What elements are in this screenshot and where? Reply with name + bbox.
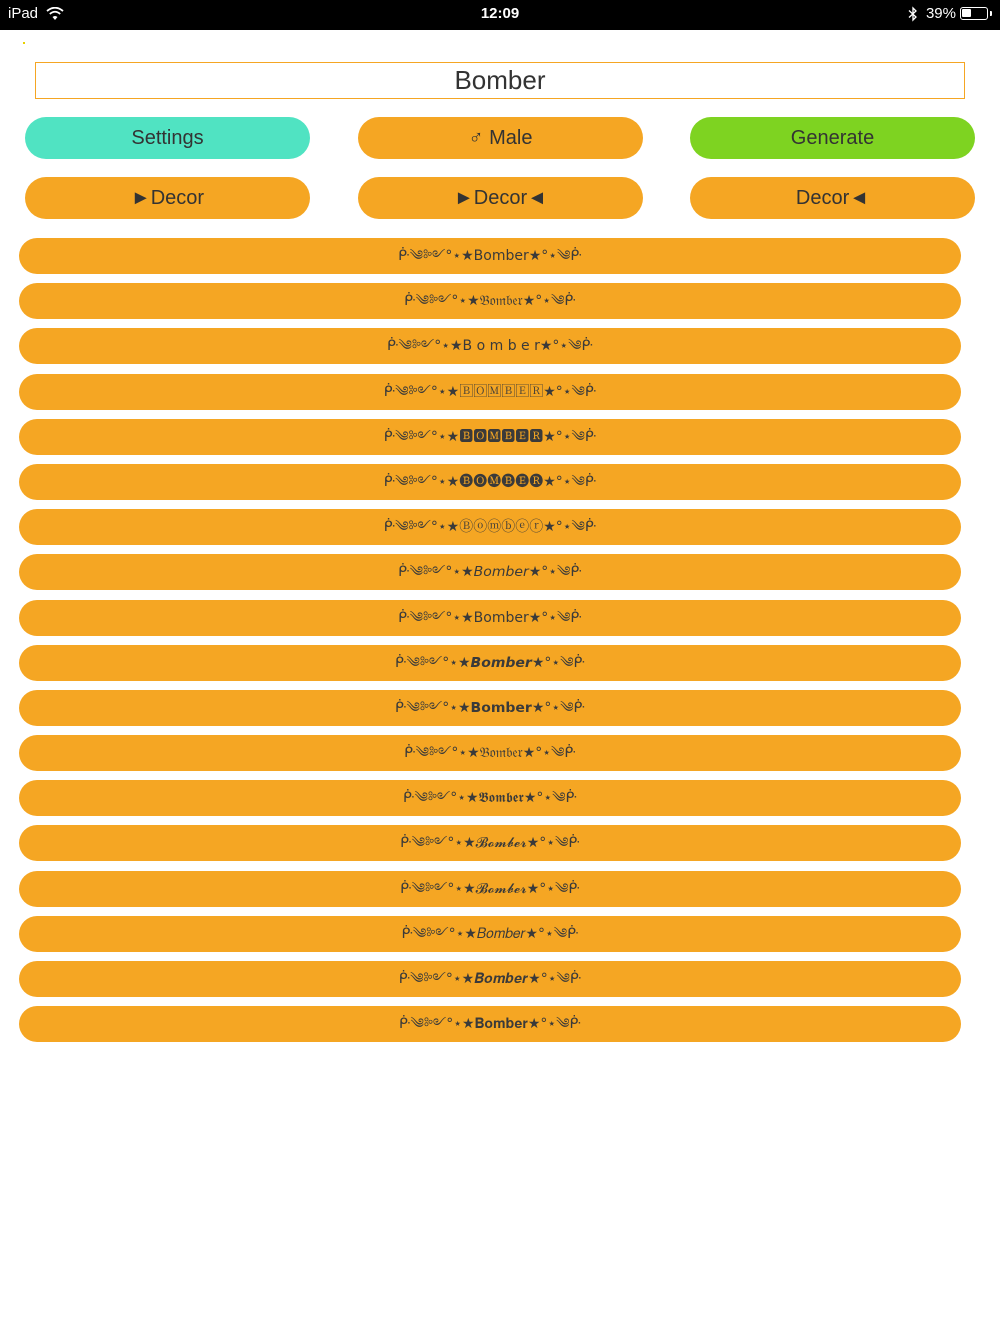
bluetooth-icon <box>908 6 918 22</box>
decor-both-button[interactable]: ►Decor◄ <box>358 177 643 219</box>
result-item[interactable]: ᑹ༄༻°⋆★🄱🄾🄼🄱🄴🅁★°⋆༄ᑹ <box>19 374 961 410</box>
result-item[interactable]: ᑹ༄༻°⋆★B o m b e r★°⋆༄ᑹ <box>19 328 961 364</box>
decor-right-button[interactable]: Decor◄ <box>690 177 975 219</box>
result-item[interactable]: ᑹ༄༻°⋆★𝘉𝘰𝘮𝘣𝘦𝘳★°⋆༄ᑹ <box>19 554 961 590</box>
battery-level <box>962 9 971 17</box>
result-item[interactable]: ᑹ༄༻°⋆★Bomber★°⋆༄ᑹ <box>19 238 961 274</box>
name-input[interactable] <box>35 62 965 99</box>
status-time: 12:09 <box>480 5 520 22</box>
result-item[interactable]: ᑹ༄༻°⋆★𝓑𝓸𝓶𝓫𝓮𝓻★°⋆༄ᑹ <box>19 825 961 861</box>
result-item[interactable]: ᑹ༄༻°⋆★𝐵𝑜𝑚𝑏𝑒𝑟★°⋆༄ᑹ <box>19 916 961 952</box>
result-item[interactable]: ᑹ༄༻°⋆★𝘽𝙤𝙢𝙗𝙚𝙧★°⋆༄ᑹ <box>19 645 961 681</box>
settings-button[interactable]: Settings <box>25 117 310 159</box>
result-item[interactable]: ᑹ༄༻°⋆★𝐁𝐨𝐦𝐛𝐞𝐫★°⋆༄ᑹ <box>19 1006 961 1042</box>
result-item[interactable]: ᑹ༄༻°⋆★𝑩𝒐𝒎𝒃𝒆𝒓★°⋆༄ᑹ <box>19 961 961 997</box>
result-item[interactable]: ᑹ༄༻°⋆★𝖡𝗈𝗆𝖻𝖾𝗋★°⋆༄ᑹ <box>19 600 961 636</box>
decor-left-button[interactable]: ►Decor <box>25 177 310 219</box>
status-right <box>908 5 988 22</box>
decorative-dot <box>23 42 25 44</box>
result-item[interactable]: ᑹ༄༻°⋆★𝔅𝔬𝔪𝔟𝔢𝔯★°⋆༄ᑹ <box>19 283 961 319</box>
results-list <box>19 238 961 1051</box>
result-item[interactable]: ᑹ༄༻°⋆★🅑🅞🅜🅑🅔🅡★°⋆༄ᑹ <box>19 464 961 500</box>
result-item[interactable]: ᑹ༄༻°⋆★𝔅𝔬𝔪𝔟𝔢𝔯★°⋆༄ᑹ <box>19 735 961 771</box>
device-name: iPad <box>8 5 39 22</box>
result-item[interactable]: ᑹ༄༻°⋆★Ⓑⓞⓜⓑⓔⓡ★°⋆༄ᑹ <box>19 509 961 545</box>
status-bar <box>0 0 1000 30</box>
result-item[interactable]: ᑹ༄༻°⋆★𝓑𝓸𝓶𝓫𝓮𝓻★°⋆༄ᑹ <box>19 871 961 907</box>
result-item[interactable]: ᑹ༄༻°⋆★🅱🅾🅼🅱🅴🆁★°⋆༄ᑹ <box>19 419 961 455</box>
result-item[interactable]: ᑹ༄༻°⋆★𝕭𝖔𝖒𝖇𝖊𝖗★°⋆༄ᑹ <box>19 780 961 816</box>
generate-button[interactable]: Generate <box>690 117 975 159</box>
battery-icon <box>960 7 988 20</box>
battery-percent: 39% <box>925 5 956 22</box>
gender-male-button[interactable]: ♂ Male <box>358 117 643 159</box>
result-item[interactable]: ᑹ༄༻°⋆★𝗕𝗼𝗺𝗯𝗲𝗿★°⋆༄ᑹ <box>19 690 961 726</box>
